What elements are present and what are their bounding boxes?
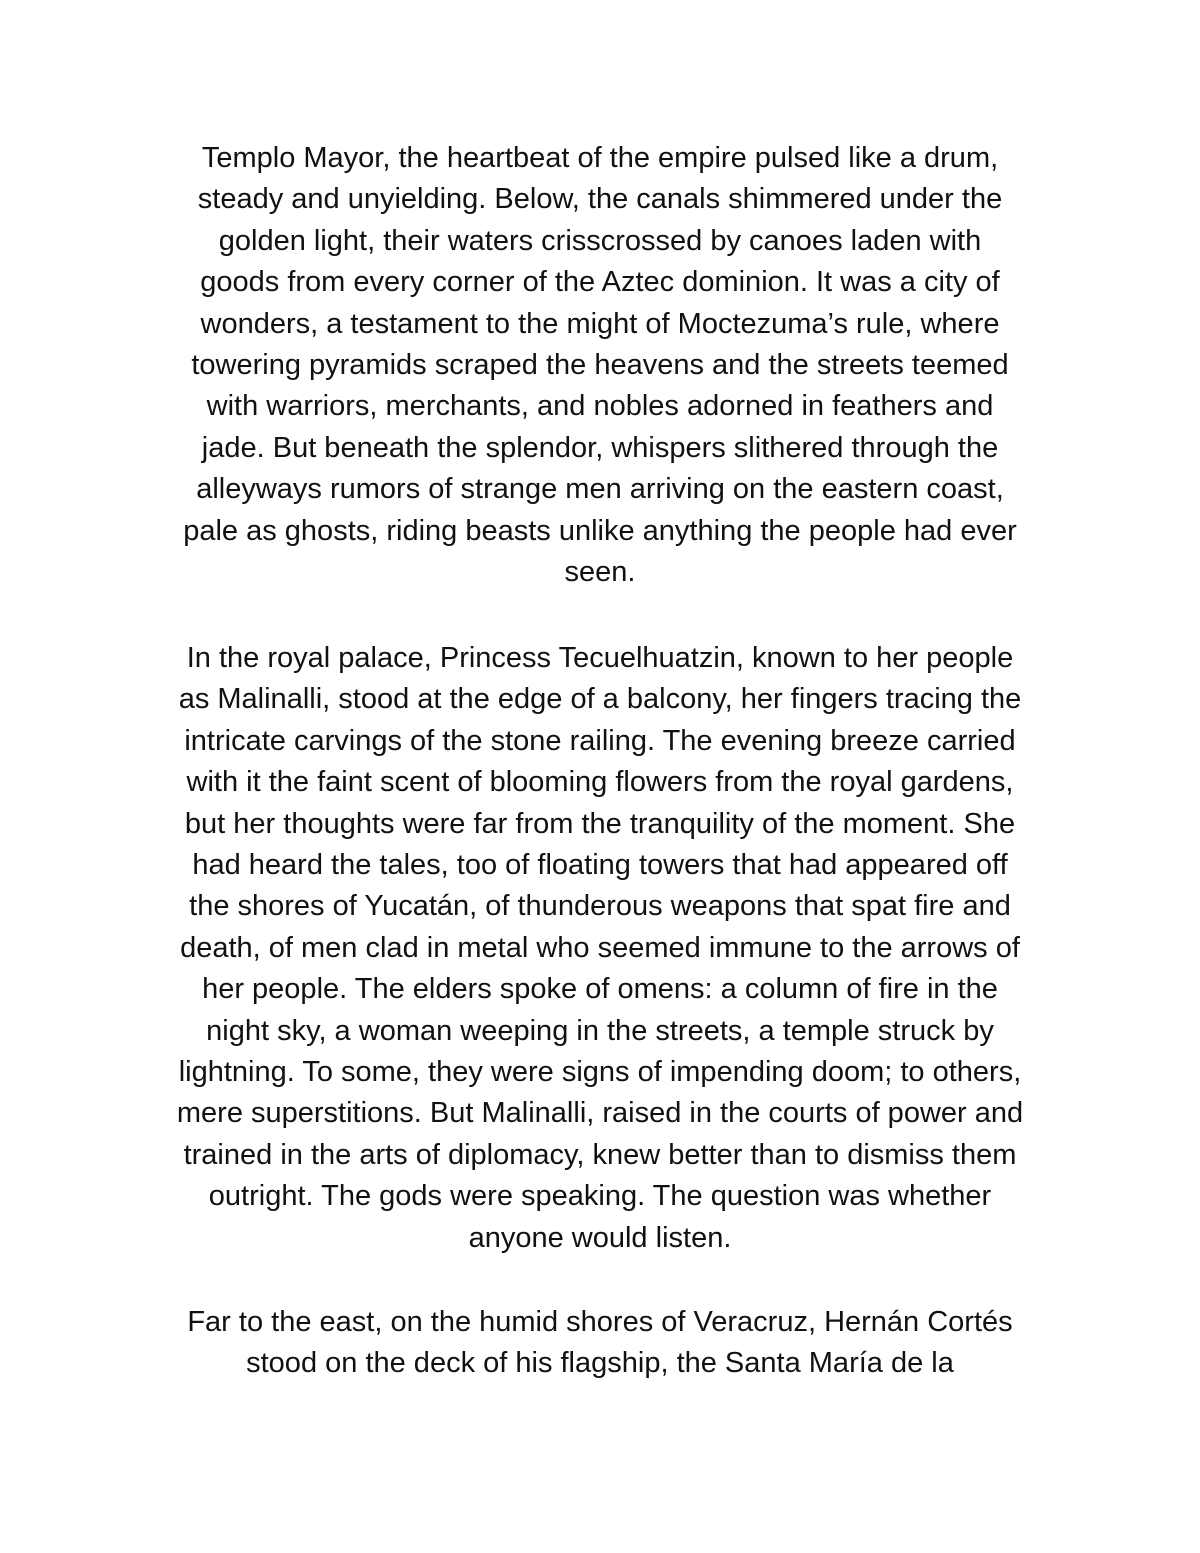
text-line: golden light, their waters crisscrossed by canoes laden with (218, 224, 982, 257)
text-line: Templo Mayor, the heartbeat of the empire pulsed like a drum, (201, 142, 999, 174)
text-line: anyone would listen. (468, 1221, 732, 1254)
text-line: with warriors, merchants, and nobles adorned in feathers and (206, 390, 994, 423)
paragraph-veracruz (140, 1302, 1060, 1385)
text-line: In the royal palace, Princess Tecuelhuatzin, known to her people (186, 642, 1014, 674)
text-line: goods from every corner of the Aztec dominion. It was a city of (200, 266, 1000, 299)
text-line: night sky, a woman weeping in the streets, a temple struck by (206, 1014, 994, 1047)
paragraph-templo-mayor (140, 138, 1060, 593)
text-line: mere superstitions. But Malinalli, raised in the courts of power and (176, 1097, 1024, 1130)
text-line: with it the faint scent of blooming flowers from the royal gardens, (186, 766, 1014, 799)
text-line: seen. (564, 556, 636, 589)
text-line: jade. But beneath the splendor, whispers slithered through the (201, 431, 999, 464)
text-line: wonders, a testament to the might of Moctezuma’s rule, where (200, 307, 1000, 340)
text-line: stood on the deck of his flagship, the Santa María de la (246, 1347, 954, 1380)
text-line: Far to the east, on the humid shores of Veracruz, Hernán Cortés (187, 1306, 1013, 1338)
text-line: towering pyramids scraped the heavens and the streets teemed (191, 349, 1009, 382)
text-line: pale as ghosts, riding beasts unlike anything the people had ever (183, 514, 1017, 547)
text-line: as Malinalli, stood at the edge of a balcony, her fingers tracing the (178, 683, 1022, 716)
text-line: the shores of Yucatán, of thunderous weapons that spat fire and (189, 890, 1011, 923)
text-line: but her thoughts were far from the tranquility of the moment. She (184, 807, 1016, 840)
text-line: had heard the tales, too of floating towers that had appeared off (192, 849, 1008, 882)
text-line: her people. The elders spoke of omens: a column of fire in the (202, 973, 998, 1006)
paragraph-royal-palace (140, 638, 1060, 1259)
text-line: lightning. To some, they were signs of impending doom; to others, (178, 1056, 1022, 1089)
text-line: trained in the arts of diplomacy, knew better than to dismiss them (183, 1138, 1017, 1171)
text-line: death, of men clad in metal who seemed immune to the arrows of (180, 931, 1020, 964)
text-line: intricate carvings of the stone railing. The evening breeze carried (184, 724, 1016, 757)
text-line: steady and unyielding. Below, the canals shimmered under the (197, 183, 1003, 216)
text-line: alleyways rumors of strange men arriving on the eastern coast, (196, 473, 1004, 506)
text-line: outright. The gods were speaking. The question was whether (208, 1180, 992, 1213)
